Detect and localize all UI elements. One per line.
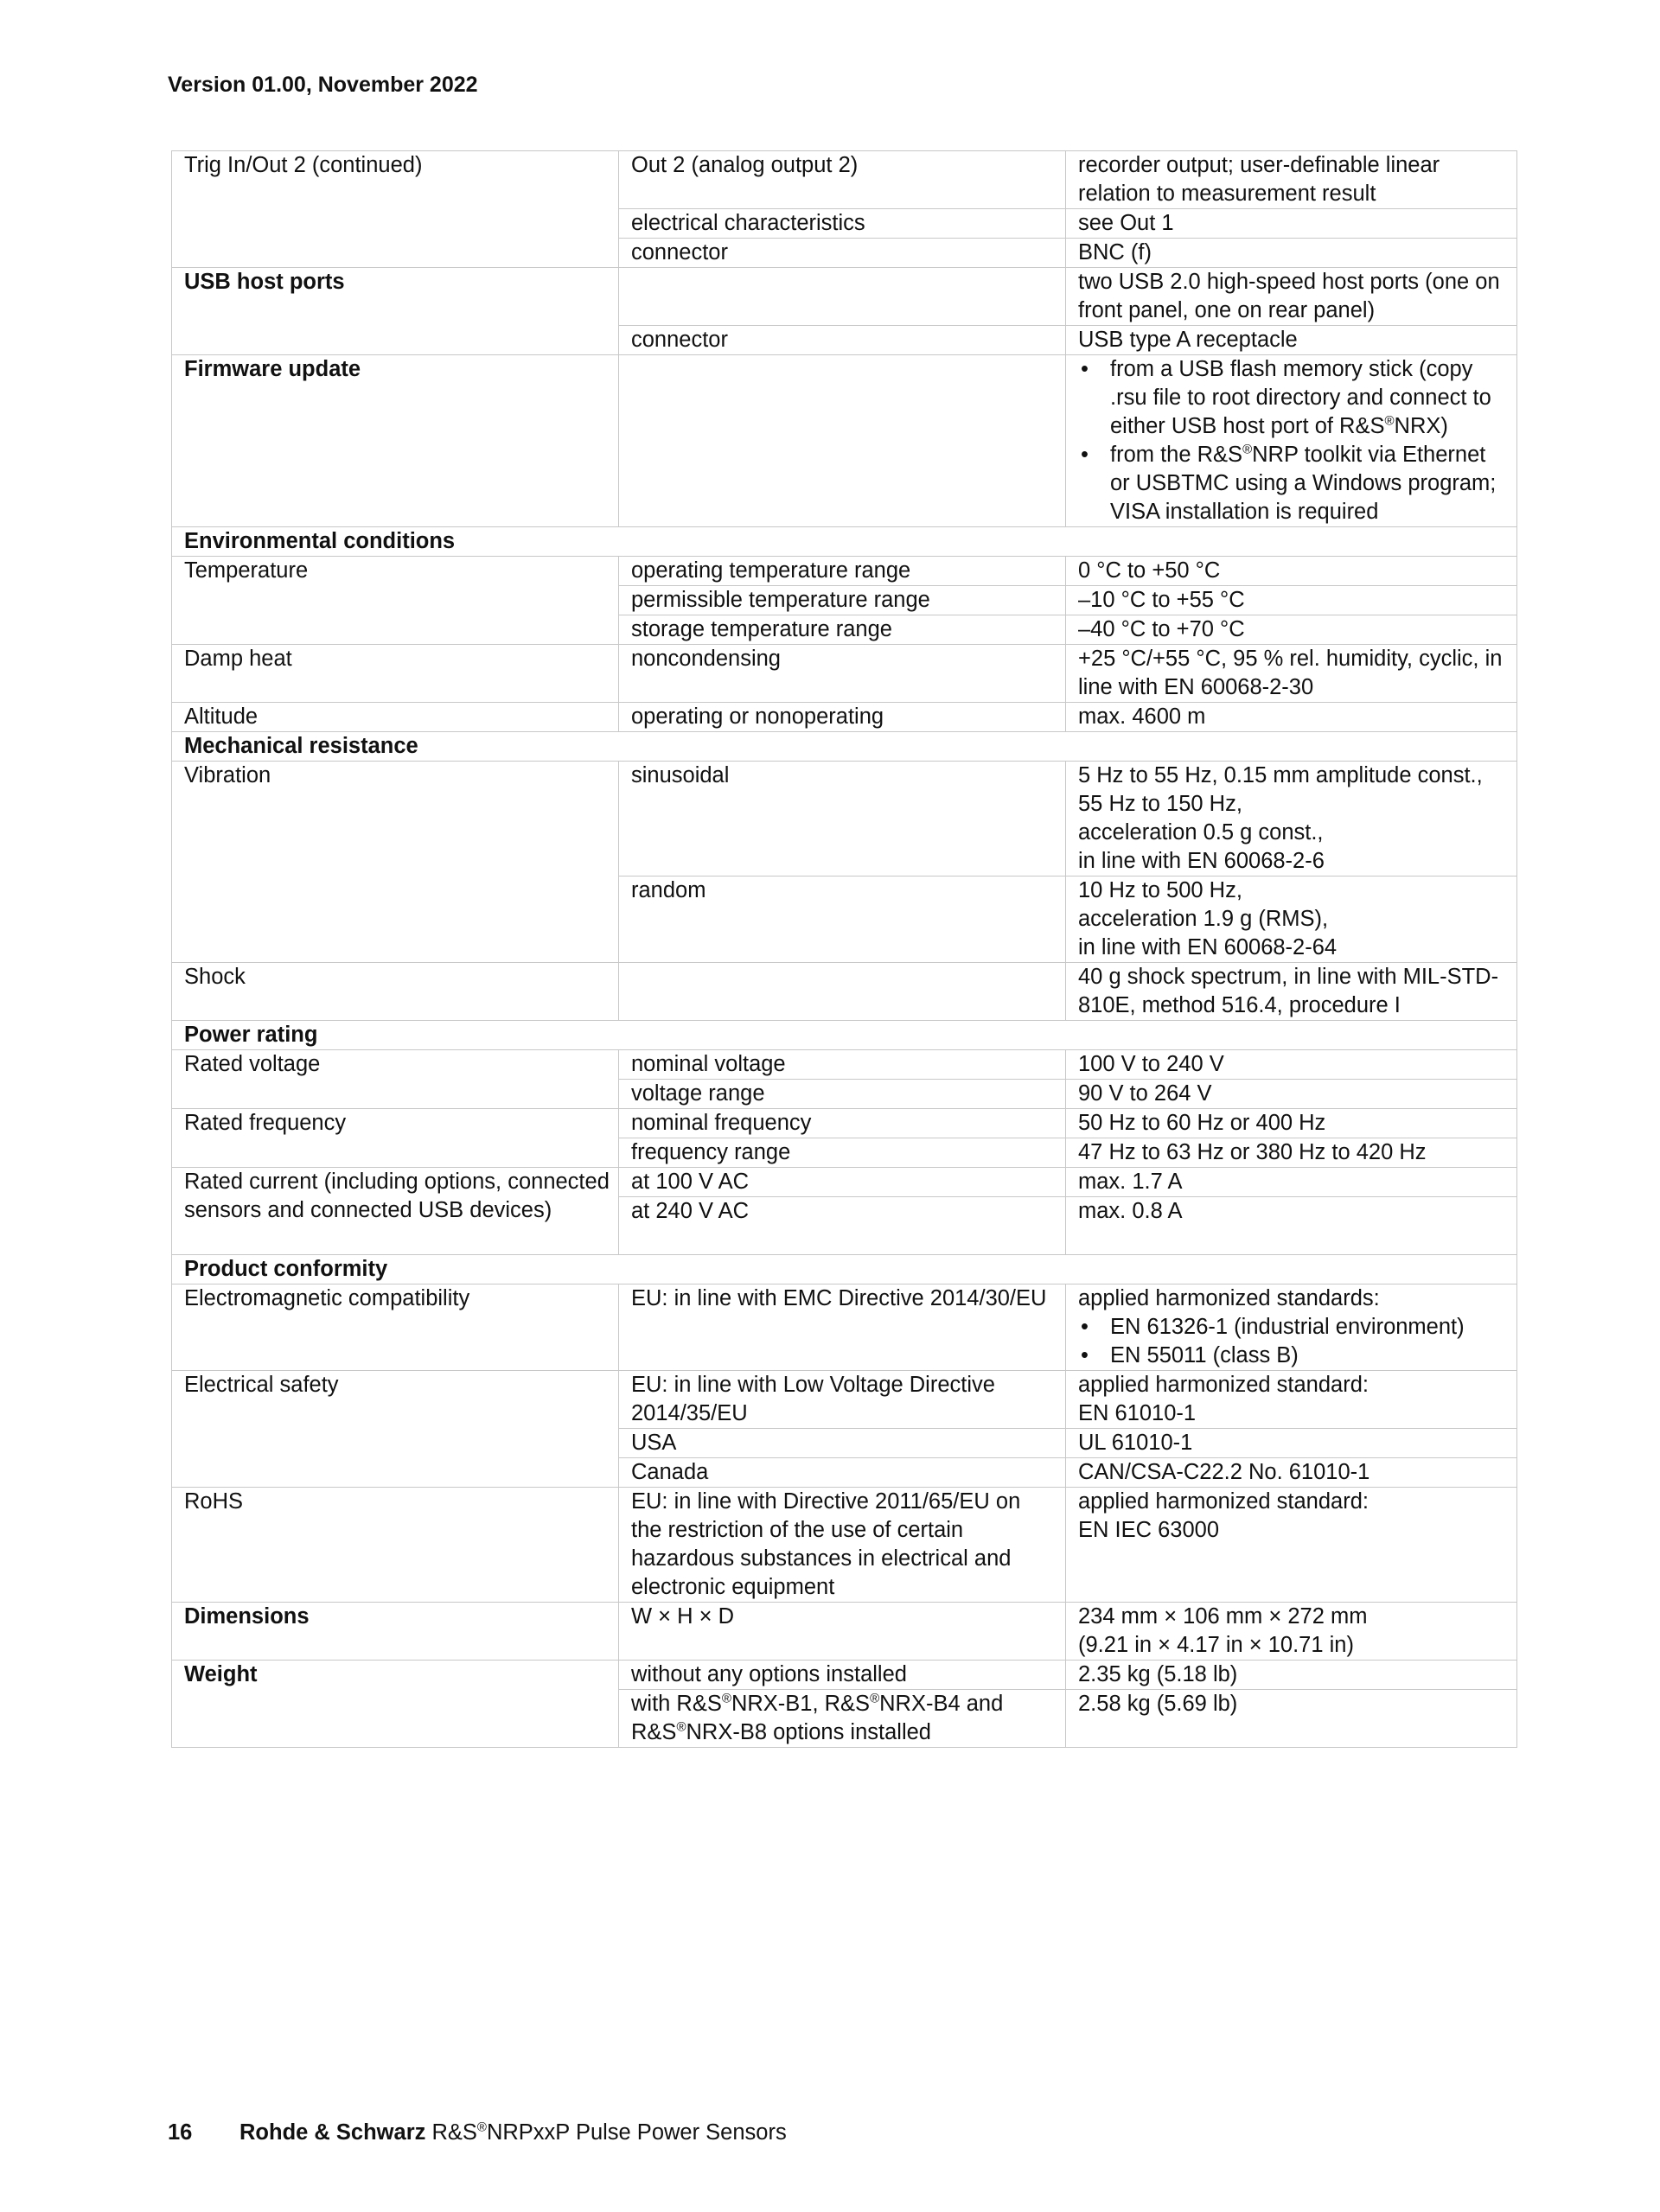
param-weight: Weight	[172, 1661, 619, 1748]
value-usb-connector: USB type A receptacle	[1066, 326, 1517, 355]
cond-frequency-range: frequency range	[619, 1138, 1066, 1168]
section-mechanical-resistance: Mechanical resistance	[172, 732, 1517, 762]
cond-rohs-directive: EU: in line with Directive 2011/65/EU on the restriction of the use of certain hazardous substances in electrical and electronic equipment	[619, 1488, 1066, 1603]
value-safety-eu: applied harmonized standard: EN 61010-1	[1066, 1371, 1517, 1429]
registered-mark: ®	[676, 1719, 686, 1735]
cond-dimensions: W × H × D	[619, 1603, 1066, 1661]
cond-weight-with-options: with R&S®NRX-B1, R&S®NRX-B4 and R&S®NRX-B8 options installed	[619, 1690, 1066, 1748]
value-random: 10 Hz to 500 Hz, acceleration 1.9 g (RMS), in line with EN 60068-2-64	[1066, 877, 1517, 963]
emc-bullet: • EN 61326-1 (industrial environment)	[1078, 1313, 1508, 1342]
value-out2: recorder output; user-definable linear relation to measurement result	[1066, 151, 1517, 209]
value-damp-heat: +25 °C/+55 °C, 95 % rel. humidity, cyclic, in line with EN 60068-2-30	[1066, 645, 1517, 703]
firmware-bullet-list	[1078, 355, 1508, 526]
cond-storage-temperature: storage temperature range	[619, 615, 1066, 645]
cond-permissible-temperature: permissible temperature range	[619, 586, 1066, 615]
table-row	[172, 645, 1517, 703]
value-firmware-update	[1066, 355, 1517, 527]
value-permissible-temperature: –10 °C to +55 °C	[1066, 586, 1517, 615]
cond-empty	[619, 268, 1066, 326]
param-rated-current: Rated current (including options, connected sensors and connected USB devices)	[172, 1168, 619, 1255]
value-shock: 40 g shock spectrum, in line with MIL-STD-810E, method 516.4, procedure I	[1066, 963, 1517, 1021]
company-name: Rohde & Schwarz	[239, 2120, 426, 2145]
param-usb-host-ports: USB host ports	[172, 268, 619, 355]
cond-operating-temperature: operating temperature range	[619, 557, 1066, 586]
firmware-bullet-usb-stick: • from a USB flash memory stick (copy .rsu file to root directory and connect to either USB host port of R&S®NRX)	[1078, 355, 1508, 441]
cond-safety-eu: EU: in line with Low Voltage Directive 2014/35/EU	[619, 1371, 1066, 1429]
version-header: Version 01.00, November 2022	[168, 73, 478, 97]
value-frequency-range: 47 Hz to 63 Hz or 380 Hz to 420 Hz	[1066, 1138, 1517, 1168]
value-voltage-range: 90 V to 264 V	[1066, 1080, 1517, 1109]
table-row	[172, 1603, 1517, 1661]
value-sinusoidal: 5 Hz to 55 Hz, 0.15 mm amplitude const., 55 Hz to 150 Hz, acceleration 0.5 g const., in line with EN 60068-2-6	[1066, 762, 1517, 877]
table-row	[172, 1109, 1517, 1138]
table-row	[172, 703, 1517, 732]
cond-emc-directive: EU: in line with EMC Directive 2014/30/EU	[619, 1284, 1066, 1371]
cond-weight-no-options: without any options installed	[619, 1661, 1066, 1690]
value-storage-temperature: –40 °C to +70 °C	[1066, 615, 1517, 645]
value-safety-canada: CAN/CSA-C22.2 No. 61010-1	[1066, 1458, 1517, 1488]
cond-nominal-voltage: nominal voltage	[619, 1050, 1066, 1080]
table-row	[172, 1168, 1517, 1197]
cond-usb-connector: connector	[619, 326, 1066, 355]
registered-mark: ®	[476, 2120, 487, 2135]
section-heading-row	[172, 1255, 1517, 1284]
param-temperature: Temperature	[172, 557, 619, 645]
param-vibration: Vibration	[172, 762, 619, 963]
cond-random: random	[619, 877, 1066, 963]
param-rated-voltage: Rated voltage	[172, 1050, 619, 1109]
param-shock: Shock	[172, 963, 619, 1021]
table-row	[172, 557, 1517, 586]
value-dimensions: 234 mm × 106 mm × 272 mm (9.21 in × 4.17 in × 10.71 in)	[1066, 1603, 1517, 1661]
cond-empty	[619, 355, 1066, 527]
table-row	[172, 355, 1517, 527]
registered-mark: ®	[1242, 442, 1253, 457]
section-product-conformity: Product conformity	[172, 1255, 1517, 1284]
cond-trig-connector: connector	[619, 239, 1066, 268]
table-row	[172, 963, 1517, 1021]
value-at-100v: max. 1.7 A	[1066, 1168, 1517, 1197]
value-electrical-characteristics: see Out 1	[1066, 209, 1517, 239]
specifications-table	[171, 150, 1517, 1748]
value-trig-connector: BNC (f)	[1066, 239, 1517, 268]
firmware-bullet-toolkit: • from the R&S®NRP toolkit via Ethernet or USBTMC using a Windows program; VISA installation is required	[1078, 441, 1508, 526]
value-emc-standards: applied harmonized standards: • EN 61326-1 (industrial environment) • EN 55011 (class B)	[1066, 1284, 1517, 1371]
cond-at-240v: at 240 V AC	[619, 1197, 1066, 1255]
value-weight-with-options: 2.58 kg (5.69 lb)	[1066, 1690, 1517, 1748]
table-row	[172, 1284, 1517, 1371]
param-altitude: Altitude	[172, 703, 619, 732]
registered-mark: ®	[870, 1691, 880, 1706]
cond-sinusoidal: sinusoidal	[619, 762, 1066, 877]
page-footer: 16 Rohde & Schwarz R&S®NRPxxP Pulse Power Sensors	[168, 2120, 787, 2145]
cond-empty	[619, 963, 1066, 1021]
param-electrical-safety: Electrical safety	[172, 1371, 619, 1488]
value-safety-usa: UL 61010-1	[1066, 1429, 1517, 1458]
value-at-240v: max. 0.8 A	[1066, 1197, 1517, 1255]
value-rohs: applied harmonized standard: EN IEC 63000	[1066, 1488, 1517, 1603]
param-damp-heat: Damp heat	[172, 645, 619, 703]
registered-mark: ®	[1384, 413, 1395, 429]
registered-mark: ®	[721, 1691, 731, 1706]
table-row	[172, 1661, 1517, 1690]
section-heading-row	[172, 732, 1517, 762]
cond-electrical-characteristics: electrical characteristics	[619, 209, 1066, 239]
cond-damp-heat: noncondensing	[619, 645, 1066, 703]
cond-safety-usa: USA	[619, 1429, 1066, 1458]
param-trig-label: Trig In/Out 2 (continued)	[172, 151, 619, 268]
page-number: 16	[168, 2120, 193, 2145]
value-nominal-frequency: 50 Hz to 60 Hz or 400 Hz	[1066, 1109, 1517, 1138]
emc-bullet-list	[1078, 1313, 1508, 1370]
section-heading-row	[172, 1021, 1517, 1050]
table-row	[172, 151, 1517, 209]
cond-voltage-range: voltage range	[619, 1080, 1066, 1109]
value-nominal-voltage: 100 V to 240 V	[1066, 1050, 1517, 1080]
param-emc: Electromagnetic compatibility	[172, 1284, 619, 1371]
value-altitude: max. 4600 m	[1066, 703, 1517, 732]
cond-altitude: operating or nonoperating	[619, 703, 1066, 732]
param-rohs: RoHS	[172, 1488, 619, 1603]
table-row	[172, 1050, 1517, 1080]
value-operating-temperature: 0 °C to +50 °C	[1066, 557, 1517, 586]
section-heading-row	[172, 527, 1517, 557]
section-power-rating: Power rating	[172, 1021, 1517, 1050]
cond-safety-canada: Canada	[619, 1458, 1066, 1488]
param-firmware-update: Firmware update	[172, 355, 619, 527]
section-environmental-conditions: Environmental conditions	[172, 527, 1517, 557]
param-dimensions: Dimensions	[172, 1603, 619, 1661]
emc-bullet: • EN 55011 (class B)	[1078, 1342, 1508, 1370]
param-rated-frequency: Rated frequency	[172, 1109, 619, 1168]
value-usb-host-ports: two USB 2.0 high-speed host ports (one on front panel, one on rear panel)	[1066, 268, 1517, 326]
table-row	[172, 1371, 1517, 1429]
cond-out2: Out 2 (analog output 2)	[619, 151, 1066, 209]
table-row	[172, 268, 1517, 326]
cond-at-100v: at 100 V AC	[619, 1168, 1066, 1197]
table-row	[172, 1488, 1517, 1603]
value-weight-no-options: 2.35 kg (5.18 lb)	[1066, 1661, 1517, 1690]
table-row	[172, 762, 1517, 877]
cond-nominal-frequency: nominal frequency	[619, 1109, 1066, 1138]
